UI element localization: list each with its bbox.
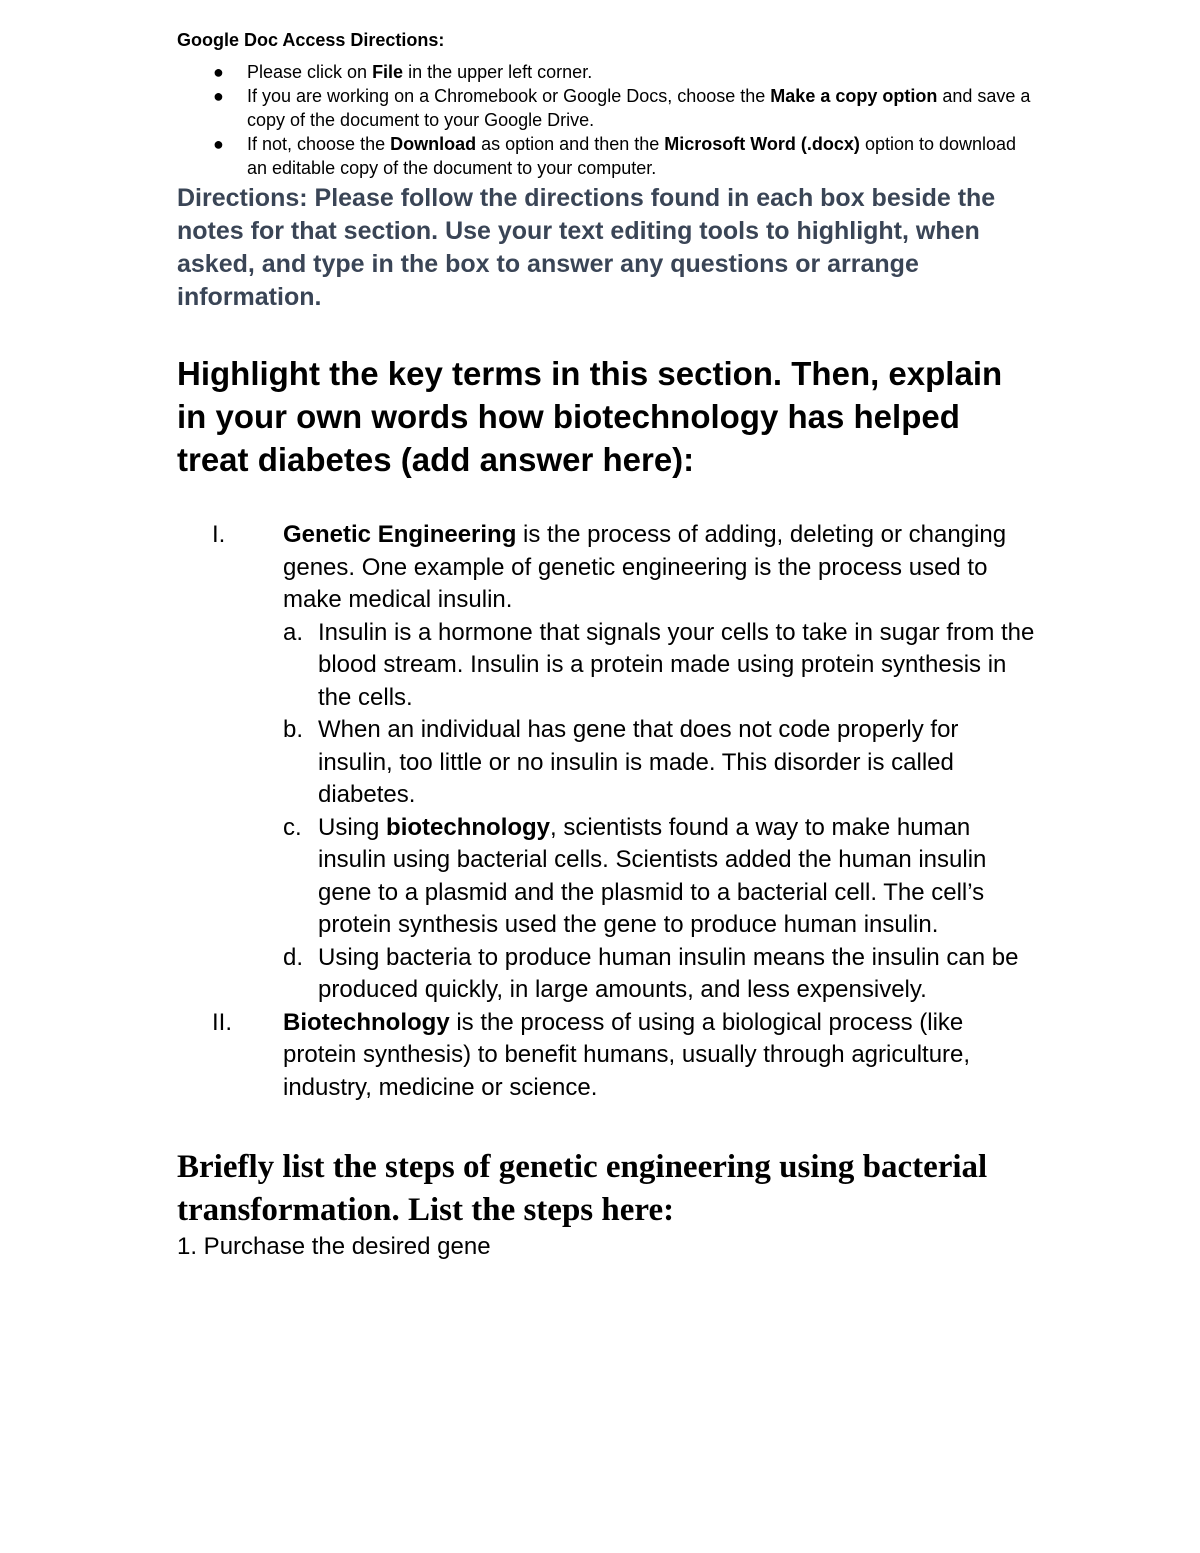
section-heading-highlight[interactable]: Highlight the key terms in this section. Then, explain in your own words how biotechnology has helped treat diabetes (add answer here): [177, 355, 1003, 478]
outline-item-biotechnology [177, 1007, 1037, 1105]
directions-paragraph: Directions: Please follow the directions found in each box beside the notes for that section. Use your text editing tools to highlight, when asked, and type in the box to answer any questions or arrange information. [177, 184, 996, 311]
outline-text: , scientists found a way to make human insulin using bacterial cells. Scientists added the human insulin gene to a plasmid and the plasmid to a bacterial cell. The cell’s protein synthesis used the gene to produce human insulin. [318, 813, 987, 938]
outline-marker: I. [212, 521, 226, 548]
bullet-icon: ● [213, 62, 224, 82]
access-item-text: option to download an editable copy of the document to your computer. [247, 134, 1017, 178]
access-item-bold: Download [390, 134, 477, 154]
outline-text: Insulin is a hormone that signals your cells to take in sugar from the blood stream. Insulin is a protein made using protein synthesis in the cells. [318, 618, 1035, 711]
access-directions-title: Google Doc Access Directions: [177, 30, 445, 50]
key-term: Genetic Engineering [283, 521, 517, 548]
key-term: biotechnology [386, 813, 551, 841]
section-heading-steps[interactable]: Briefly list the steps of genetic engineering using bacterial transformation. List the steps here: [177, 1149, 988, 1228]
document-page [177, 28, 1037, 1262]
outline-subitem [177, 812, 1037, 942]
outline-subitem [177, 714, 1037, 812]
outline-text: is the process of using a biological process (like protein synthesis) to benefit humans, usually through agriculture, industry, medicine or science. [283, 1008, 971, 1101]
outline-marker: II. [212, 1008, 233, 1036]
access-item-text: as option and then the [476, 134, 665, 154]
outline-text: is the process of adding, deleting or changing genes. One example of genetic engineering is the process used to make medical insulin. [283, 521, 1007, 613]
outline-marker: a. [283, 618, 304, 646]
list-item [177, 84, 1037, 132]
access-item-text: If you are working on a Chromebook or Google Docs, choose the [247, 86, 771, 106]
access-directions-list [177, 60, 1037, 180]
outline-marker: d. [283, 943, 304, 971]
key-term: Biotechnology [283, 1008, 450, 1036]
outline-marker: b. [283, 716, 304, 743]
notes-outline[interactable] [177, 519, 1037, 1104]
outline-item-genetic-engineering [177, 519, 1037, 617]
step-line[interactable]: 1. Purchase the desired gene [177, 1233, 491, 1260]
list-item [177, 132, 1037, 180]
bullet-icon: ● [213, 86, 224, 106]
access-item-bold: Make a copy option [770, 86, 938, 106]
outline-text: Using [318, 813, 387, 841]
list-item [177, 60, 1037, 84]
access-item-text: Please click on [247, 62, 373, 82]
outline-marker: c. [283, 813, 302, 841]
outline-text: Using bacteria to produce human insulin means the insulin can be produced quickly, in large amounts, and less expensively. [318, 943, 1019, 1003]
access-item-bold: File [372, 62, 404, 82]
access-item-text: in the upper left corner. [403, 62, 593, 82]
outline-subitem [177, 617, 1037, 715]
bullet-icon: ● [213, 134, 224, 154]
access-item-text: If not, choose the [247, 134, 391, 154]
access-item-bold: Microsoft Word (.docx) [664, 134, 860, 154]
outline-text: When an individual has gene that does not code properly for insulin, too little or no insulin is made. This disorder is called diabetes. [318, 716, 959, 808]
access-item-text: and save a copy of the document to your Google Drive. [247, 86, 1031, 130]
outline-subitem [177, 942, 1037, 1007]
